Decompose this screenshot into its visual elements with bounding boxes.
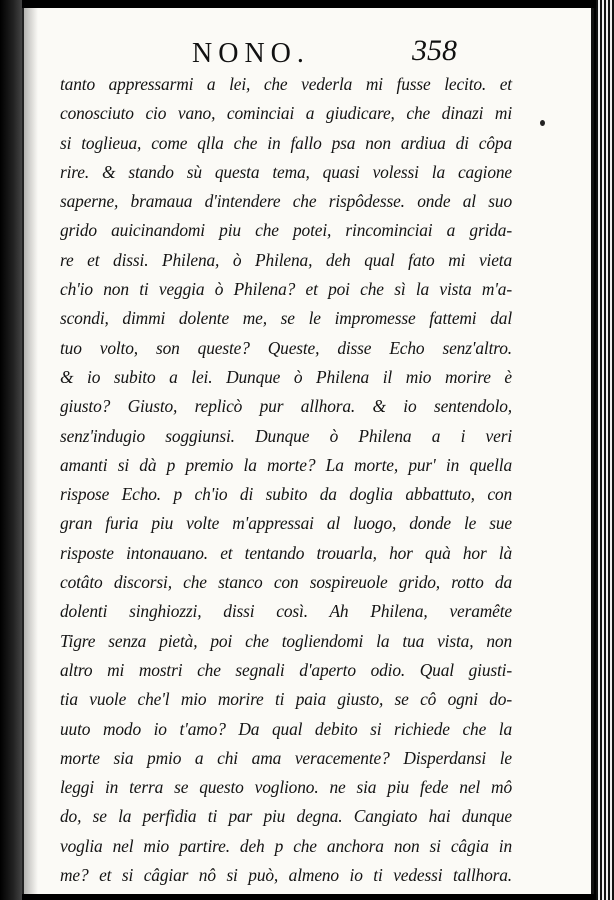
- text-line: rispose Echo. p ch'io di subito da doglia abbattuto, con: [60, 484, 512, 505]
- text-line: dolenti singhiozzi, dissi così. Ah Philena, veramête: [60, 601, 512, 622]
- text-line: senz'indugio soggiunsi. Dunque ò Philena a i veri: [60, 425, 512, 446]
- text-line: giusto? Giusto, replicò pur allhora. & io sentendolo,: [60, 396, 512, 417]
- text-line: amanti si dà p premio la morte? La morte, pur' in quella: [60, 454, 512, 475]
- body-text: [60, 70, 512, 890]
- text-line: conosciuto cio vano, cominciai a giudicare, che dinazi mi: [60, 103, 512, 124]
- book-gutter-shadow: [0, 0, 22, 900]
- running-head: NONO.: [192, 38, 310, 69]
- text-line: voglia nel mio partire. deh p che anchora non si câgia in: [60, 835, 512, 856]
- text-line: & io subito a lei. Dunque ò Philena il mio morire è: [60, 366, 512, 387]
- text-line: morte sia pmio a chi ama veracemente? Disperdansi le: [60, 747, 512, 768]
- text-line: do, se la perfidia ti par piu degna. Cangiato hai dunque: [60, 806, 512, 827]
- text-line: risposte intonauano. et tentando trouarla, hor quà hor là: [60, 542, 512, 563]
- text-line: gran furia piu volte m'appressai al luogo, donde le sue: [60, 513, 512, 534]
- text-line: uuto modo io t'amo? Da qual debito si richiede che la: [60, 718, 512, 739]
- text-line: re et dissi. Philena, ò Philena, deh qual fato mi vieta: [60, 249, 512, 270]
- text-line: cotâto discorsi, che stanco con sospireuole grido, rotto da: [60, 572, 512, 593]
- text-line: ch'io non ti veggia ò Philena? et poi che sì la vista m'a-: [60, 279, 512, 300]
- text-line: Tigre senza pietà, poi che togliendomi la tua vista, non: [60, 630, 512, 651]
- text-line: si toglieua, come qlla che in fallo psa non ardiua di côpa: [60, 132, 512, 153]
- text-line: rire. & stando sù questa tema, quasi volessi la cagione: [60, 161, 512, 182]
- text-line: leggi in terra se questo vogliono. ne sia piu fede nel mô: [60, 777, 512, 798]
- book-page: [22, 8, 594, 894]
- text-line: tuo volto, son queste? Queste, disse Echo senz'altro.: [60, 337, 512, 358]
- text-line: scondi, dimmi dolente me, se le impromesse fattemi dal: [60, 308, 512, 329]
- text-line: saperne, bramaua d'intendere che rispôdesse. onde al suo: [60, 191, 512, 212]
- ink-spot: [540, 120, 545, 126]
- text-line: grido auicinandomi piu che potei, rincominciai a grida-: [60, 220, 512, 241]
- page-header: [24, 34, 591, 72]
- text-line: altro mi mostri che segnali d'aperto odio. Qual giusti-: [60, 659, 512, 680]
- text-line: me? et si câgiar nô si può, almeno io ti vedessi tallhora.: [60, 865, 512, 886]
- text-line: tanto appressarmi a lei, che vederla mi fusse lecito. et: [60, 74, 512, 94]
- page-number: 358: [412, 34, 457, 67]
- page-edges: [596, 0, 614, 900]
- text-line: tia vuole che'l mio morire ti paia giusto, se cô ogni do-: [60, 689, 512, 710]
